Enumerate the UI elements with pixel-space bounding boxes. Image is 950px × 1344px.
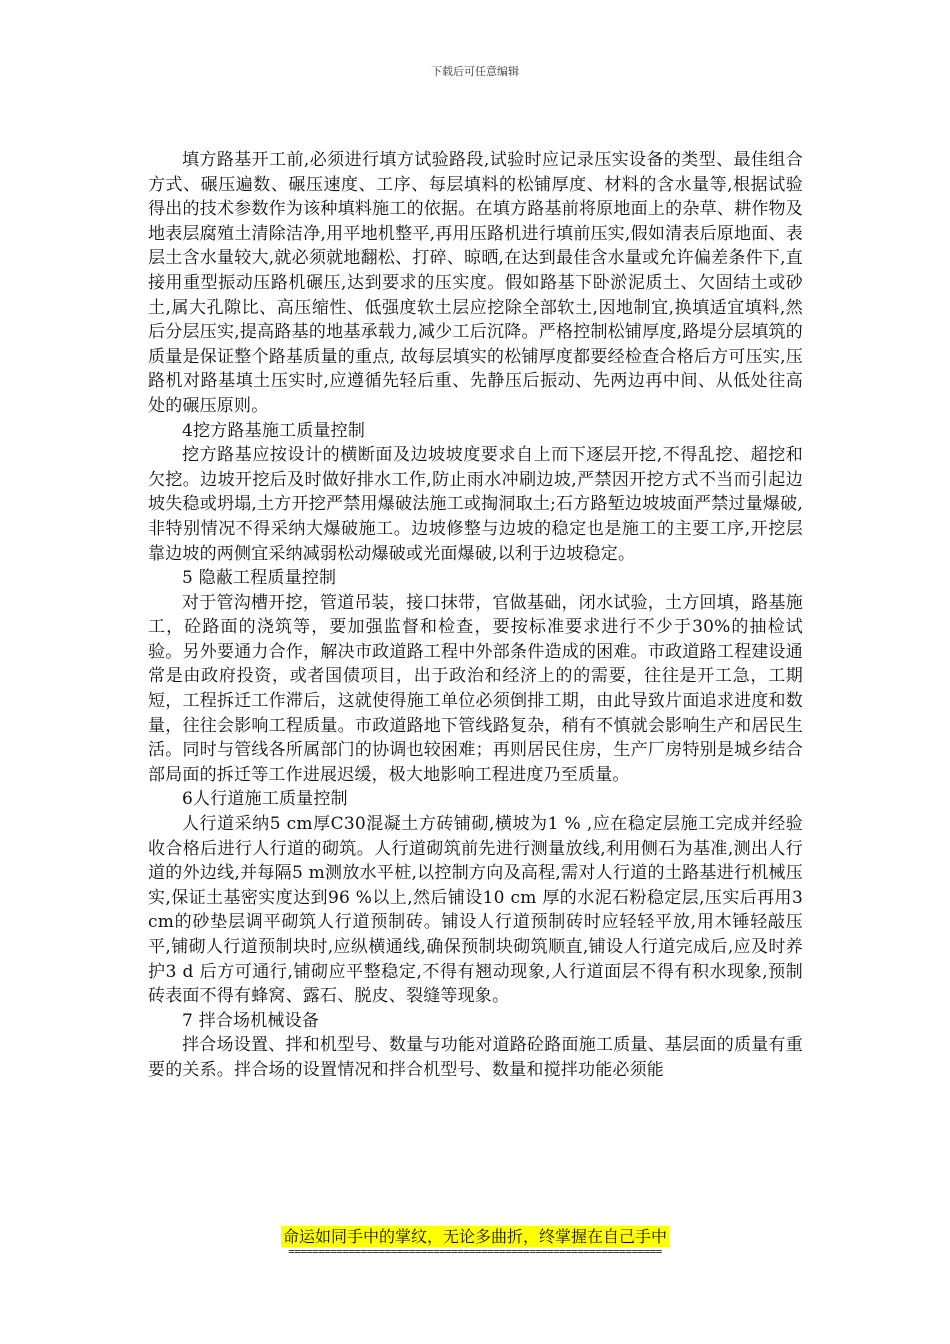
- footer-divider: ==============================================================: [288, 1245, 662, 1258]
- paragraph-concealed-works: 对于管沟槽开挖，管道吊装，接口抹带，官做基础，闭水试验，土方回填，路基施工，砼路面的浇筑等，要加强监督和检查，要按标准要求进行不少于30%的抽检试验。另外要通力合作，解决市政道路工程中外部条件造成的困难。市政道路工程建设通常是由政府投资，或者国债项目，出于政治和经济上的的需要，往往是开工急，工期短，工程拆迁工作滞后，这就使得施工单位必须倒排工期，由此导致片面追求进度和数量，往往会影响工程质量。市政道路地下管线路复杂，稍有不慎就会影响生产和居民生活。同时与管线各所属部门的协调也较困难；再则居民住房，生产厂房特别是城乡结合部局面的拆迁等工作进展迟缓，极大地影响工程进度乃至质量。: [148, 592, 803, 785]
- heading-sidewalk: 6人行道施工质量控制: [182, 789, 348, 810]
- heading-mixing-plant: 7 拌合场机械设备: [182, 1010, 320, 1031]
- footer-motto-text: 命运如同手中的掌纹，无论多曲折，终掌握在自己手中: [282, 1227, 667, 1246]
- paragraph-mixing-plant: 拌合场设置、拌和机型号、数量与功能对道路砼路面施工质量、基层面的质量有重要的关系。拌合场的设置情况和拌合机型号、数量和搅拌功能必须能: [148, 1035, 803, 1080]
- footer-motto: [0, 1224, 950, 1247]
- paragraph-fill-subgrade: 填方路基开工前,必须进行填方试验路段,试验时应记录压实设备的类型、最佳组合方式、碾压遍数、碾压速度、工序、每层填料的松铺厚度、材料的含水量等,根据试验得出的技术参数作为该种填料施工的依据。在填方路基前将原地面上的杂草、耕作物及地表层腐殖土清除洁净,用平地机整平,再用压路机进行填前压实,假如清表后原地面、表层土含水量较大,就必须就地翻松、打碎、晾晒,在达到最佳含水量或允许偏差条件下,直接用重型振动压路机碾压,达到要求的压实度。假如路基下卧淤泥质土、欠固结土或砂土,属大孔隙比、高压缩性、低强度软土层应挖除全部软土,因地制宜,换填适宜填料,然后分层压实,提高路基的地基承载力,减少工后沉降。严格控制松铺厚度,路堤分层填筑的质量是保证整个路基质量的重点, 故每层填实的松铺厚度都要经检查合格后方可压实,压路机对路基填土压实时,应遵循先轻后重、先静压后振动、先两边再中间、从低处往高处的碾压原则。: [148, 150, 803, 416]
- paragraph-excavation-subgrade: 挖方路基应按设计的横断面及边坡坡度要求自上而下逐层开挖,不得乱挖、超挖和欠挖。边坡开挖后及时做好排水工作,防止雨水冲刷边坡,严禁因开挖方式不当而引起边坡失稳或坍塌,土方开挖严禁用爆破法施工或掏洞取土;石方路堑边坡坡面严禁过量爆破,非特别情况不得采纳大爆破施工。边坡修整与边坡的稳定也是施工的主要工序,开挖层靠边坡的两侧宜采纳减弱松动爆破或光面爆破,以利于边坡稳定。: [148, 445, 803, 564]
- heading-concealed-works: 5 隐蔽工程质量控制: [182, 568, 337, 589]
- page-header: 下载后可任意编辑: [431, 65, 519, 78]
- heading-excavation-subgrade: 4挖方路基施工质量控制: [182, 420, 366, 441]
- paragraph-sidewalk: 人行道采纳5 cm厚C30混凝土方砖铺砌,横坡为1 % ,应在稳定层施工完成并经验收合格后进行人行道的砌筑。人行道砌筑前先进行测量放线,利用侧石为基准,测出人行道的外边线,并每隔5 m测放水平桩,以控制方向及高程,需对人行道的土路基进行机械压实,保证土基密实度达到96 %以上,然后铺设10 cm 厚的水泥石粉稳定层,压实后再用3 cm的砂垫层调平砌筑人行道预制砖。铺设人行道预制砖时应轻轻平放,用木锤轻敲压平,铺砌人行道预制块时,应纵横通线,确保预制块砌筑顺直,铺设人行道完成后,应及时养护3 d 后方可通行,铺砌应平整稳定,不得有翘动现象,人行道面层不得有积水现象,预制砖表面不得有蜂窝、露石、脱皮、裂缝等现象。: [148, 814, 803, 1007]
- document-body: [148, 148, 803, 1083]
